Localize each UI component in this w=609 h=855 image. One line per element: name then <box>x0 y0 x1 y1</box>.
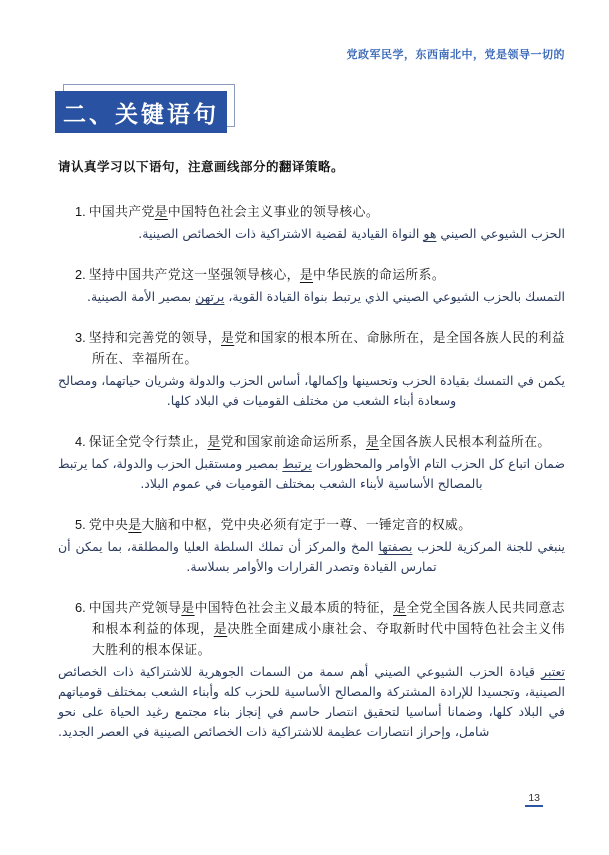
text-segment: المخ والمركز أن تملك السلطة العليا والمطلقة، بما يمكن أن تمارس القيادة وتصدر القرارات والأوامر بسلاسة. <box>58 539 437 574</box>
text-segment: 党和国家前途命运所系， <box>220 434 366 449</box>
text-segment: قيادة الحزب الشيوعي الصيني أهم سمة من السمات الجوهرية للاشتراكية ذات الخصائص الصينية، وتجسيدا للإرادة المشتركة والمصالح الأساسية للحزب كله وأبناء الشعب بمختلف قومياتهم في البلاد كلها، وضمانا أساسيا لتحقيق انتصار حاسم في إنجاز بناء مجتمع رغيد الحياة على نحو شامل، وإحراز انتصارات عظيمة للاشتراكية ذات الخصائص الصينية في العصر الجديد. <box>58 664 565 739</box>
arabic-translation <box>58 371 565 411</box>
text-segment: 中国共产党 <box>88 204 155 219</box>
text-segment: 中国特色社会主义事业的领导核心。 <box>167 204 380 219</box>
underlined-segment: 是 <box>213 621 228 636</box>
arabic-translation <box>58 454 565 494</box>
page-number: 13 <box>525 792 543 807</box>
arabic-translation <box>58 537 565 577</box>
text-segment: 党和国家的根本所在、命脉所在，是全国各族人民的利益所在、幸福所在。 <box>92 330 565 366</box>
underlined-segment: 是 <box>154 204 168 219</box>
underlined-segment: 是 <box>365 434 380 449</box>
header-motto: 党政军民学，东西南北中，党是领导一切的 <box>346 49 565 61</box>
text-segment: 决胜全面建成小康社会、夺取新时代中国特色社会主义伟大胜利的根本保证。 <box>92 621 566 657</box>
chinese-sentence <box>58 327 565 369</box>
arabic-translation <box>58 287 565 307</box>
underlined-segment: يرتهن <box>195 289 225 304</box>
section-title: 二、关键语句 <box>63 100 219 127</box>
chinese-sentence <box>58 264 565 285</box>
sentence-item <box>58 597 565 742</box>
text-segment: 坚持中国共产党这一坚强领导核心， <box>88 267 300 282</box>
item-number: 1. <box>75 204 86 219</box>
text-segment: بمصير الأمة الصينية. <box>87 289 196 304</box>
text-segment: 保证全党令行禁止， <box>88 434 208 449</box>
sentence-item <box>58 431 565 494</box>
chinese-sentence <box>58 597 565 660</box>
item-number: 2. <box>75 267 86 282</box>
text-segment: الحزب الشيوعي الصيني <box>436 226 565 241</box>
sentence-item <box>58 514 565 577</box>
text-segment: يكمن في التمسك بقيادة الحزب وتحسينها وإكمالها، أساس الحزب والدولة وشريان حياتهما، ومصالح وسعادة أبناء الشعب من مختلف القوميات في البلاد كلها. <box>58 373 565 408</box>
text-segment: ينبغي للجنة المركزية للحزب <box>412 539 565 554</box>
sentence-item <box>58 327 565 411</box>
text-segment: 党中央 <box>88 517 129 532</box>
chinese-sentence <box>58 201 565 222</box>
item-number: 4. <box>75 434 86 449</box>
text-segment: 中华民族的命运所系。 <box>313 267 446 282</box>
underlined-segment: يرتبط <box>282 456 312 471</box>
item-number: 3. <box>75 330 86 345</box>
underlined-segment: 是 <box>128 517 142 532</box>
chinese-sentence <box>58 514 565 535</box>
underlined-segment: تعتبر <box>541 664 565 679</box>
text-segment: التمسك بالحزب الشيوعي الصيني الذي يرتبط بنواة القيادة القوية، <box>224 289 565 304</box>
text-segment: 中国特色社会主义最本质的特征， <box>194 600 394 615</box>
underlined-segment: بصفتها <box>378 539 413 554</box>
text-segment: النواة القيادية لقضية الاشتراكية ذات الخصائص الصينية. <box>138 226 424 241</box>
page-footer <box>525 788 543 806</box>
text-segment: 中国共产党领导 <box>88 600 182 615</box>
text-segment: 全党全国各族人民共同意志和根本利益的体现， <box>92 600 565 636</box>
sentence-list <box>58 201 565 762</box>
section-title-block <box>55 84 235 134</box>
underlined-segment: 是 <box>393 600 407 615</box>
sentence-item <box>58 201 565 244</box>
text-segment: ضمان اتباع كل الحزب التام الأوامر والمحظورات <box>311 456 565 471</box>
instruction-text: 请认真学习以下语句，注意画线部分的翻译策略。 <box>58 160 345 174</box>
text-segment: 坚持和完善党的领导， <box>88 330 222 345</box>
underlined-segment: 是 <box>207 434 221 449</box>
item-number: 5. <box>75 517 86 532</box>
underlined-segment: 是 <box>181 600 195 615</box>
text-segment: بمصير ومستقبل الحزب والدولة، كما يرتبط بالمصالح الأساسية لأبناء الشعب بمختلف القوميات في عموم البلاد. <box>58 456 483 491</box>
section-title-box <box>55 91 227 133</box>
underlined-segment: 是 <box>221 330 235 345</box>
arabic-translation <box>58 224 565 244</box>
text-segment: 大脑和中枢，党中央必须有定于一尊、一锤定音的权威。 <box>141 517 472 532</box>
text-segment: 全国各族人民根本利益所在。 <box>379 434 551 449</box>
chinese-sentence <box>58 431 565 452</box>
underlined-segment: هو <box>423 226 437 241</box>
sentence-item <box>58 264 565 307</box>
arabic-translation <box>58 662 565 742</box>
page-header <box>347 46 566 62</box>
item-number: 6. <box>75 600 86 615</box>
underlined-segment: 是 <box>299 267 314 282</box>
